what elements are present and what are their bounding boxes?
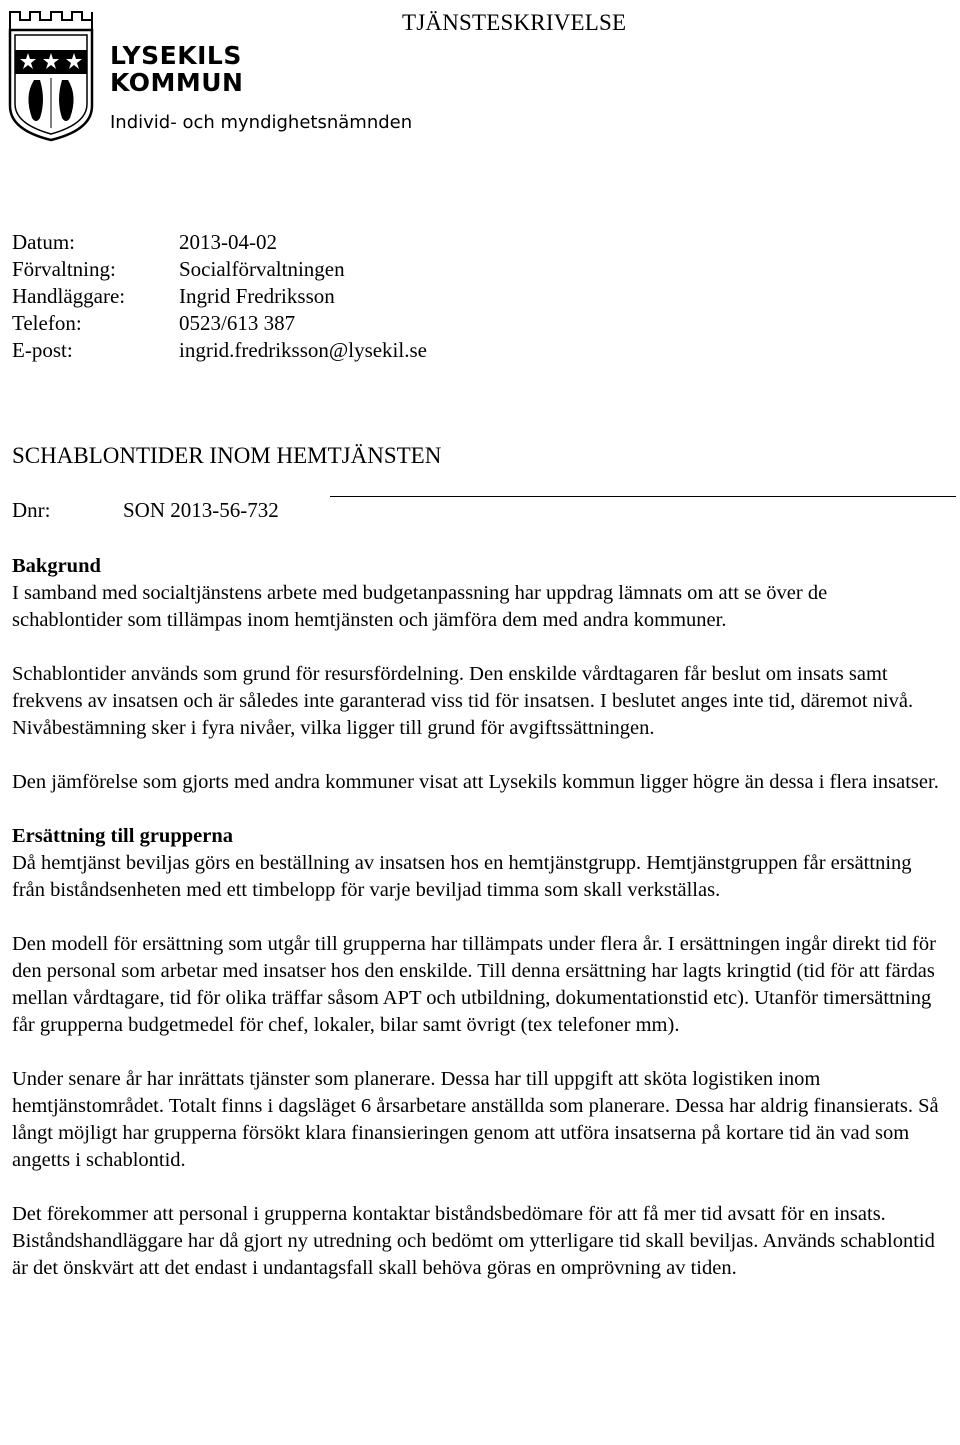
meta-row-email bbox=[12, 337, 427, 364]
meta-label: Datum: bbox=[12, 230, 75, 254]
paragraph: I samband med socialtjänstens arbete med budgetanpassning har uppdrag lämnats om att se över de schablontider som tillämpas inom hemtjänsten och jämföra dem med andra kommuner. bbox=[12, 582, 828, 631]
paragraph: Då hemtjänst beviljas görs en beställning av insatsen hos en hemtjänstgrupp. Hemtjänstgruppen får ersättning från biståndsenheten med ett timbelopp för varje beviljad timma som skall verkställas. bbox=[12, 852, 912, 901]
meta-row-case-officer bbox=[12, 283, 427, 310]
coat-of-arms-logo bbox=[6, 8, 96, 144]
dnr-label: Dnr: bbox=[12, 498, 51, 522]
logo-line-1: LYSEKILS bbox=[110, 41, 242, 70]
dnr-value: SON 2013-56-732 bbox=[123, 498, 279, 522]
meta-value: Socialförvaltningen bbox=[179, 257, 345, 281]
meta-row-date bbox=[12, 229, 427, 256]
paragraph: Den modell för ersättning som utgår till grupperna har tillämpats under flera år. I ersättningen ingår direkt tid för den personal som arbetar med insatser hos den enskilde. Till denna ersättning har lagts kringtid (tid för att färdas mellan vårdtagare, tid för olika träffar såsom APT och utbildning, dokumentationstid etc). Utanför timersättning får grupperna budgetmedel för chef, lokaler, bilar samt övrigt (tex telefoner mm). bbox=[12, 933, 936, 1036]
paragraph: Det förekommer att personal i grupperna kontaktar biståndsbedömare för att få mer tid avsatt för en insats. Biståndshandläggare har då gjort ny utredning och bedömt om ytterligare tid skall beviljas. Används schablontid är det önskvärt att det endast i undantagsfall skall behöva göras en omprövning av tiden. bbox=[12, 1203, 935, 1279]
meta-row-administration bbox=[12, 256, 427, 283]
meta-label: Handläggare: bbox=[12, 284, 126, 308]
section-heading: Ersättning till grupperna bbox=[12, 825, 233, 847]
case-number bbox=[12, 498, 279, 523]
paragraph: Den jämförelse som gjorts med andra kommuner visat att Lysekils kommun ligger högre än dessa i flera insatser. bbox=[12, 771, 939, 793]
meta-value: 0523/613 387 bbox=[179, 311, 296, 335]
meta-row-phone bbox=[12, 310, 427, 337]
paragraph: Schablontider används som grund för resursfördelning. Den enskilde vårdtagaren får beslut om insats samt frekvens av insatsen och är således inte garanterad viss tid för insatsen. I beslutet anges inte tid, däremot nivå. Nivåbestämning sker i fyra nivåer, vilka ligger till grund för avgiftssättningen. bbox=[12, 663, 914, 739]
document-body bbox=[12, 553, 942, 1309]
meta-value: 2013-04-02 bbox=[179, 230, 277, 254]
meta-value: ingrid.fredriksson@lysekil.se bbox=[179, 338, 427, 362]
meta-value: Ingrid Fredriksson bbox=[179, 284, 335, 308]
department-name: Individ- och myndighetsnämnden bbox=[110, 112, 413, 133]
divider-line bbox=[330, 496, 956, 497]
document-type: TJÄNSTESKRIVELSE bbox=[402, 10, 627, 35]
document-metadata bbox=[12, 229, 427, 364]
section-heading: Bakgrund bbox=[12, 555, 101, 577]
meta-label: Förvaltning: bbox=[12, 257, 116, 281]
meta-label: E-post: bbox=[12, 338, 73, 362]
municipality-logo-text bbox=[110, 42, 243, 96]
paragraph: Under senare år har inrättats tjänster som planerare. Dessa har till uppgift att sköta logistiken inom hemtjänstområdet. Totalt finns i dagsläget 6 årsarbetare anställda som planerare. Dessa har aldrig finansierats. Så långt möjligt har grupperna försökt klara finansieringen genom att utföra insatserna på kortare tid än vad som angetts i schablontid. bbox=[12, 1068, 939, 1171]
document-title: SCHABLONTIDER INOM HEMTJÄNSTEN bbox=[12, 443, 442, 468]
meta-label: Telefon: bbox=[12, 311, 82, 335]
logo-line-2: KOMMUN bbox=[110, 68, 244, 97]
